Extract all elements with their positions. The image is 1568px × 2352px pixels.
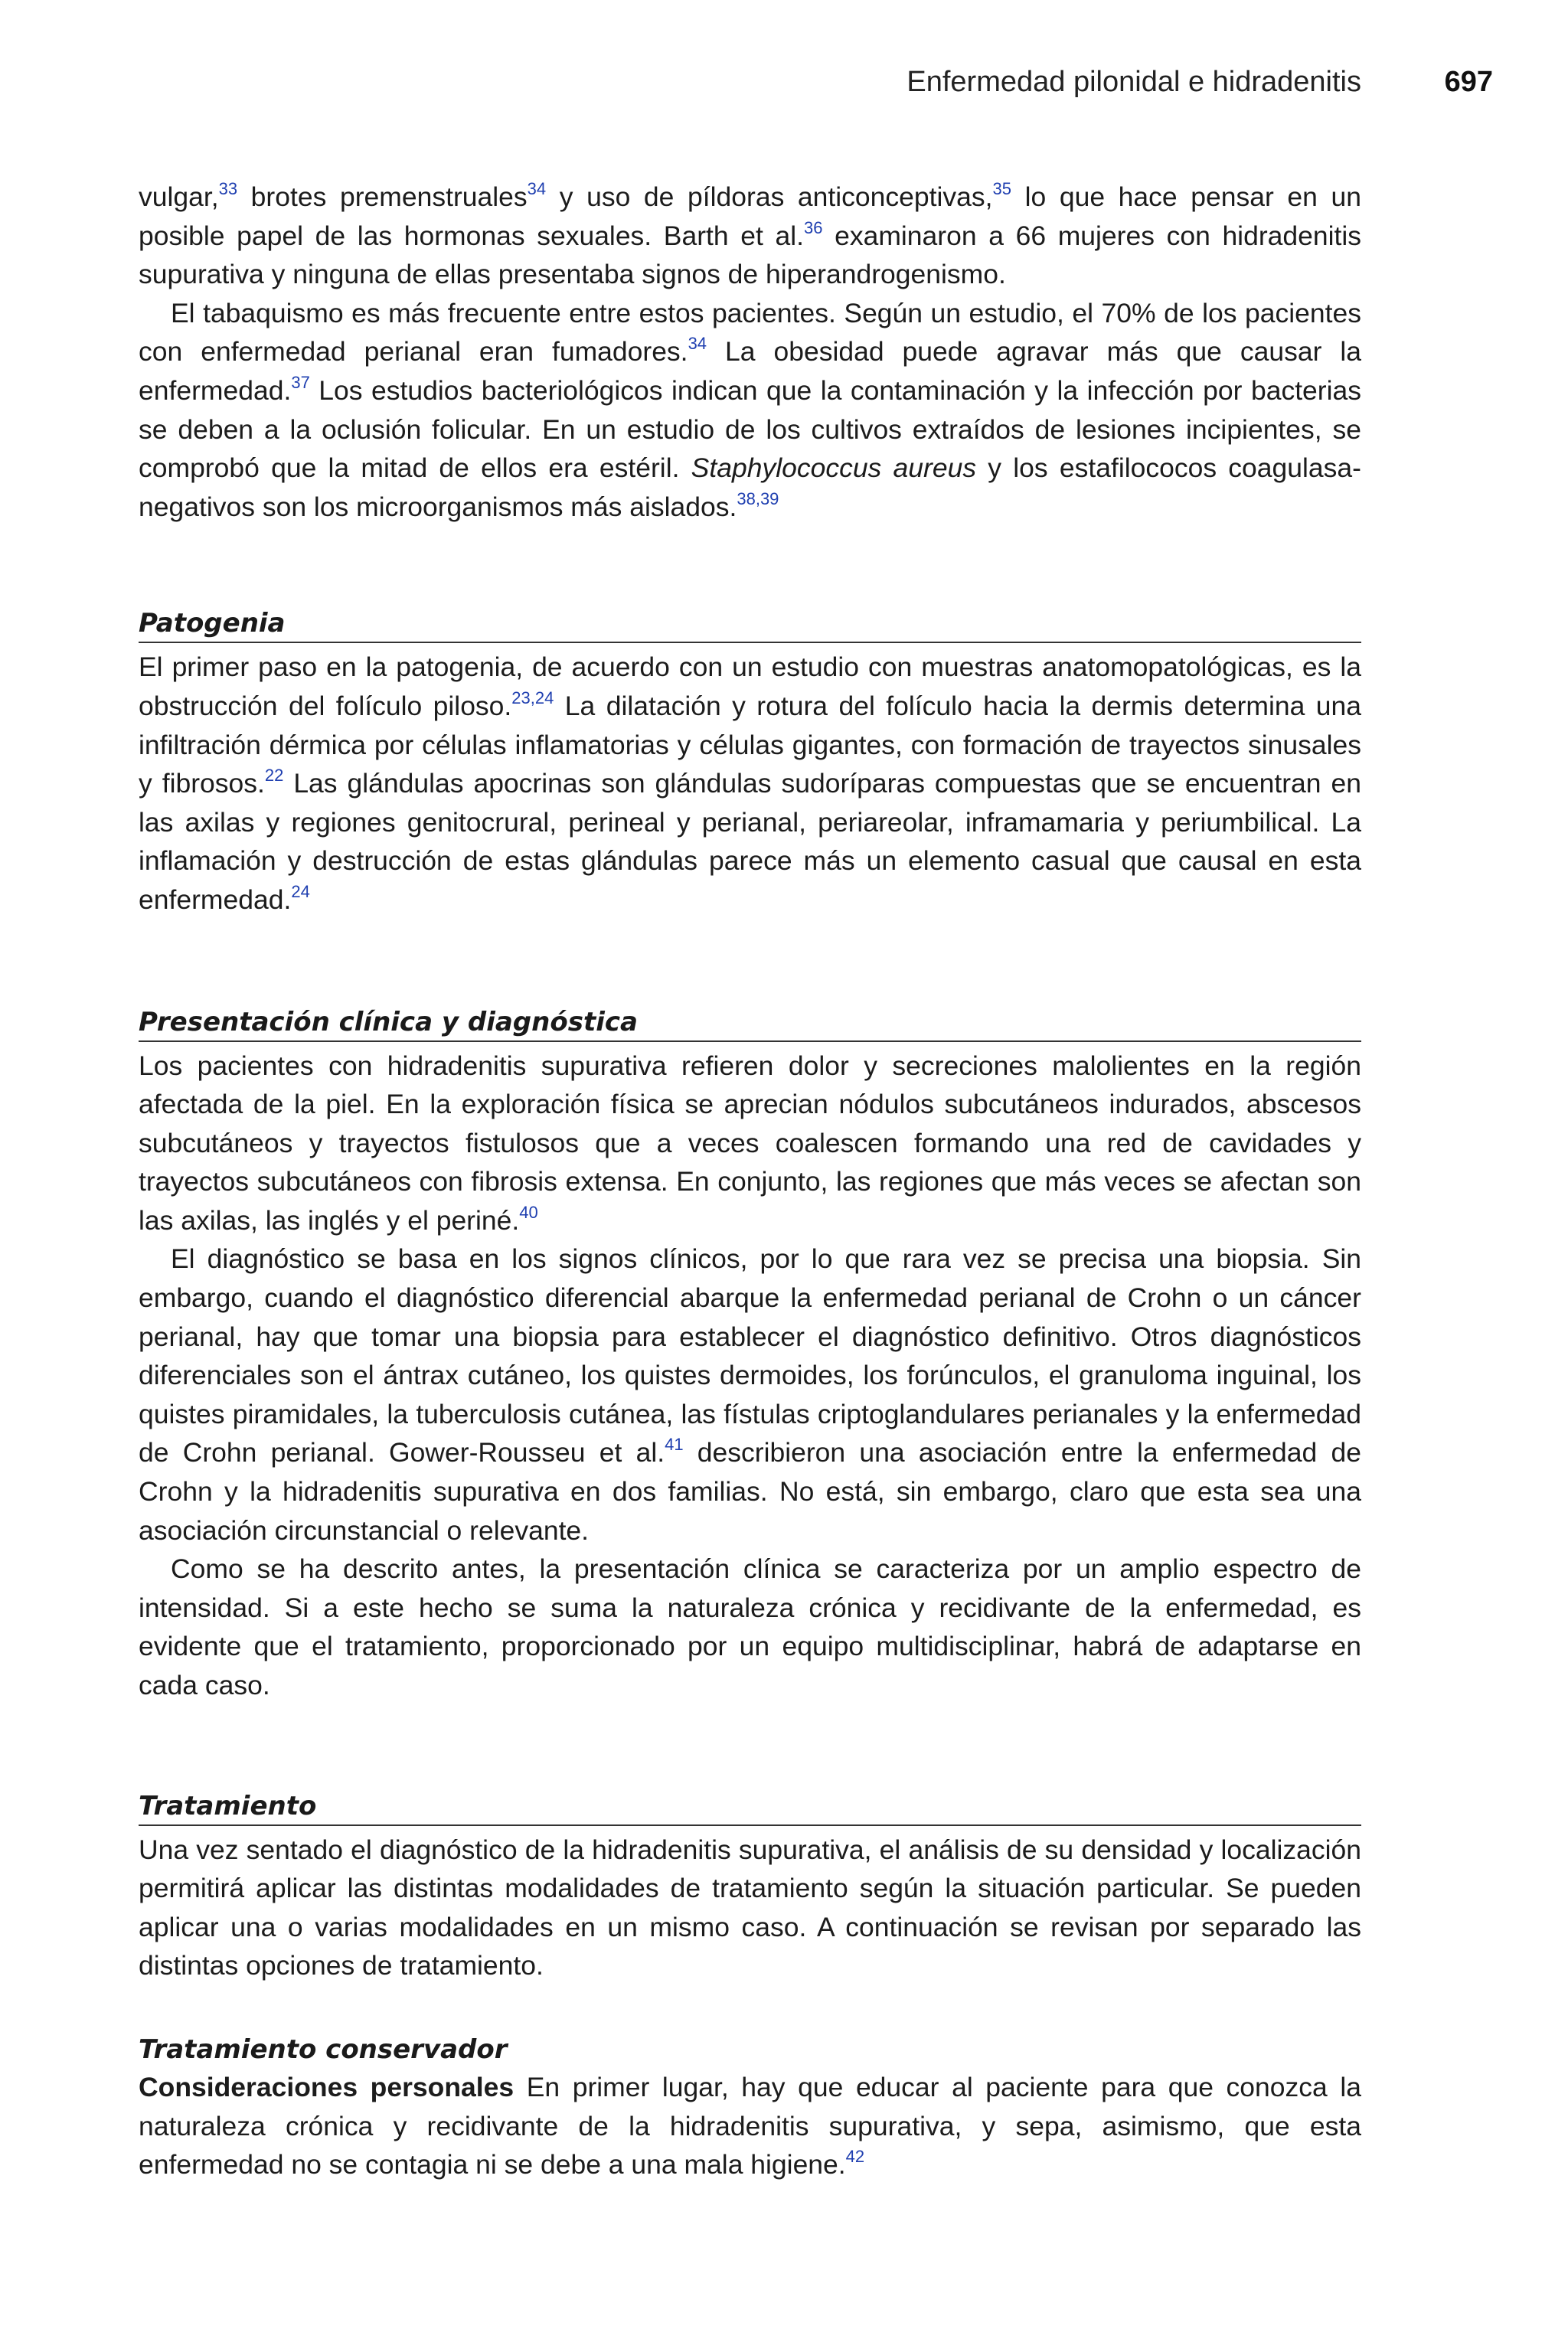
species-name: Staphylococcus aureus [691,452,977,484]
text-run: brotes premenstruales [237,181,528,212]
running-head [138,66,1499,106]
text-run: lo que hace pensar en un posible papel de las hormonas sexuales. Barth et al. [139,181,1362,251]
intro-paragraph-2 [139,294,1361,527]
section-heading-tratamiento: Tratamiento [139,1789,1361,1826]
citation-link[interactable]: 36 [804,217,823,237]
running-title: Enfermedad pilonidal e hidradenitis [906,66,1361,98]
runin-heading: Consideraciones personales [139,2071,514,2102]
citation-link[interactable]: 24 [291,881,310,901]
tratamiento-paragraph-1: Una vez sentado el diagnóstico de la hidradenitis supurativa, el análisis de su densidad y localización permitirá aplicar las distintas modalidades de tratamiento según la situación particular. Se pueden aplicar una o varias modalidades en un mismo caso. A continuación se revisan por separado las distintas opciones de tratamiento. [139,1834,1361,1981]
presentacion-paragraph-1 [139,1047,1361,1240]
citation-link[interactable]: 35 [992,179,1011,198]
text-run: y los estafilococos coagulasa-negativos son los microorganismos más aislados. [139,452,1361,522]
text-run: Los pacientes con hidradenitis supurativa refieren dolor y secreciones malolientes en la región afectada de la piel. En la exploración física se aprecian nódulos subcutáneos indurados, abscesos subcutáneos y trayectos fistulosos que a veces coalescen formando una red de cavidades y trayectos subcutáneos con fibrosis extensa. En conjunto, las regiones que más veces se afectan son las axilas, las inglés y el periné. [139,1050,1361,1236]
presentacion-paragraph-3: Como se ha descrito antes, la presentación clínica se caracteriza por un amplio espectro de intensidad. Si a este hecho se suma la naturaleza crónica y recidivante de la enfermedad, es evidente que el tratamiento, proporcionado por un equipo multidisciplinar, habrá de adaptarse en cada caso. [139,1553,1361,1700]
text-run: Los estudios bacteriológicos indican que la contaminación y la infección por bacterias se deben a la oclusión folicular. En un estudio de los cultivos extraídos de lesiones incipientes, se comprobó que la mitad de ellos era estéril. [139,374,1361,484]
citation-link[interactable]: 38,39 [737,488,779,508]
text-run: La obesidad puede agravar más que causar la enfermedad. [139,336,1361,406]
text-run: examinaron a 66 mujeres con hidradenitis supurativa y ninguna de ellas presentaba signos de hiperandrogenismo. [139,220,1361,290]
citation-link[interactable]: 23,24 [511,688,554,707]
citation-link[interactable]: 33 [218,179,238,198]
text-run: El diagnóstico se basa en los signos clínicos, por lo que rara vez se precisa una biopsia. Sin embargo, cuando el diagnóstico diferencial abarque la enfermedad perianal de Crohn o un cáncer perianal, hay que tomar una biopsia para establecer el diagnóstico definitivo. Otros diagnósticos diferenciales son el ántrax cutáneo, los quistes dermoides, los forúnculos, el granuloma inguinal, los quistes piramidales, la tuberculosis cutánea, las fístulas criptoglandulares perianales y la enfermedad de Crohn perianal. Gower-Rousseu et al. [139,1243,1361,1468]
text-run: y uso de píldoras anticonceptivas, [546,181,993,212]
article-body [139,178,1361,2184]
text-run: El primer paso en la patogenia, de acuerdo con un estudio con muestras anatomopatológicas, es la obstrucción del folículo piloso. [139,652,1361,721]
text-run: La dilatación y rotura del folículo hacia la dermis determina una infiltración dérmica por células inflamatorias y células gigantes, con formación de trayectos sinusales y fibrosos. [139,690,1361,799]
section-heading-patogenia: Patogenia [139,606,1361,643]
presentacion-paragraph-2 [139,1240,1361,1550]
citation-link[interactable]: 34 [688,334,707,354]
text-run: Las glándulas apocrinas son glándulas sudoríparas compuestas que se encuentran en las axilas y regiones genitocrural, perineal y perianal, periareolar, inframamaria y periumbilical. La inflamación y destrucción de estas glándulas parece más un elemento casual que causal en esta enfermedad. [139,768,1361,915]
tratamiento-paragraph-2 [139,2068,1361,2184]
citation-link[interactable]: 22 [264,766,284,786]
intro-paragraph-1 [139,178,1361,294]
citation-link[interactable]: 37 [291,372,310,392]
citation-link[interactable]: 40 [519,1202,538,1222]
text-run: En primer lugar, hay que educar al paciente para que conozca la naturaleza crónica y recidivante de la hidradenitis supurativa, y sepa, asimismo, que esta enfermedad no se contagia ni se debe a una mala higiene. [139,2071,1361,2180]
text-run: vulgar, [139,181,219,212]
subsection-heading-conservador: Tratamiento conservador [139,2034,508,2065]
page-number: 697 [1444,66,1493,98]
text-run: El tabaquismo es más frecuente entre estos pacientes. Según un estudio, el 70% de los pacientes con enfermedad perianal eran fumadores. [139,297,1361,368]
citation-link[interactable]: 42 [845,2147,865,2167]
citation-link[interactable]: 41 [665,1435,684,1455]
text-run: describieron una asociación entre la enfermedad de Crohn y la hidradenitis supurativa en dos familias. No está, sin embargo, claro que esta sea una asociación circunstancial o relevante. [139,1437,1361,1546]
section-heading-presentacion: Presentación clínica y diagnóstica [139,1005,1361,1042]
citation-link[interactable]: 34 [527,179,547,198]
patogenia-paragraph [139,648,1361,919]
